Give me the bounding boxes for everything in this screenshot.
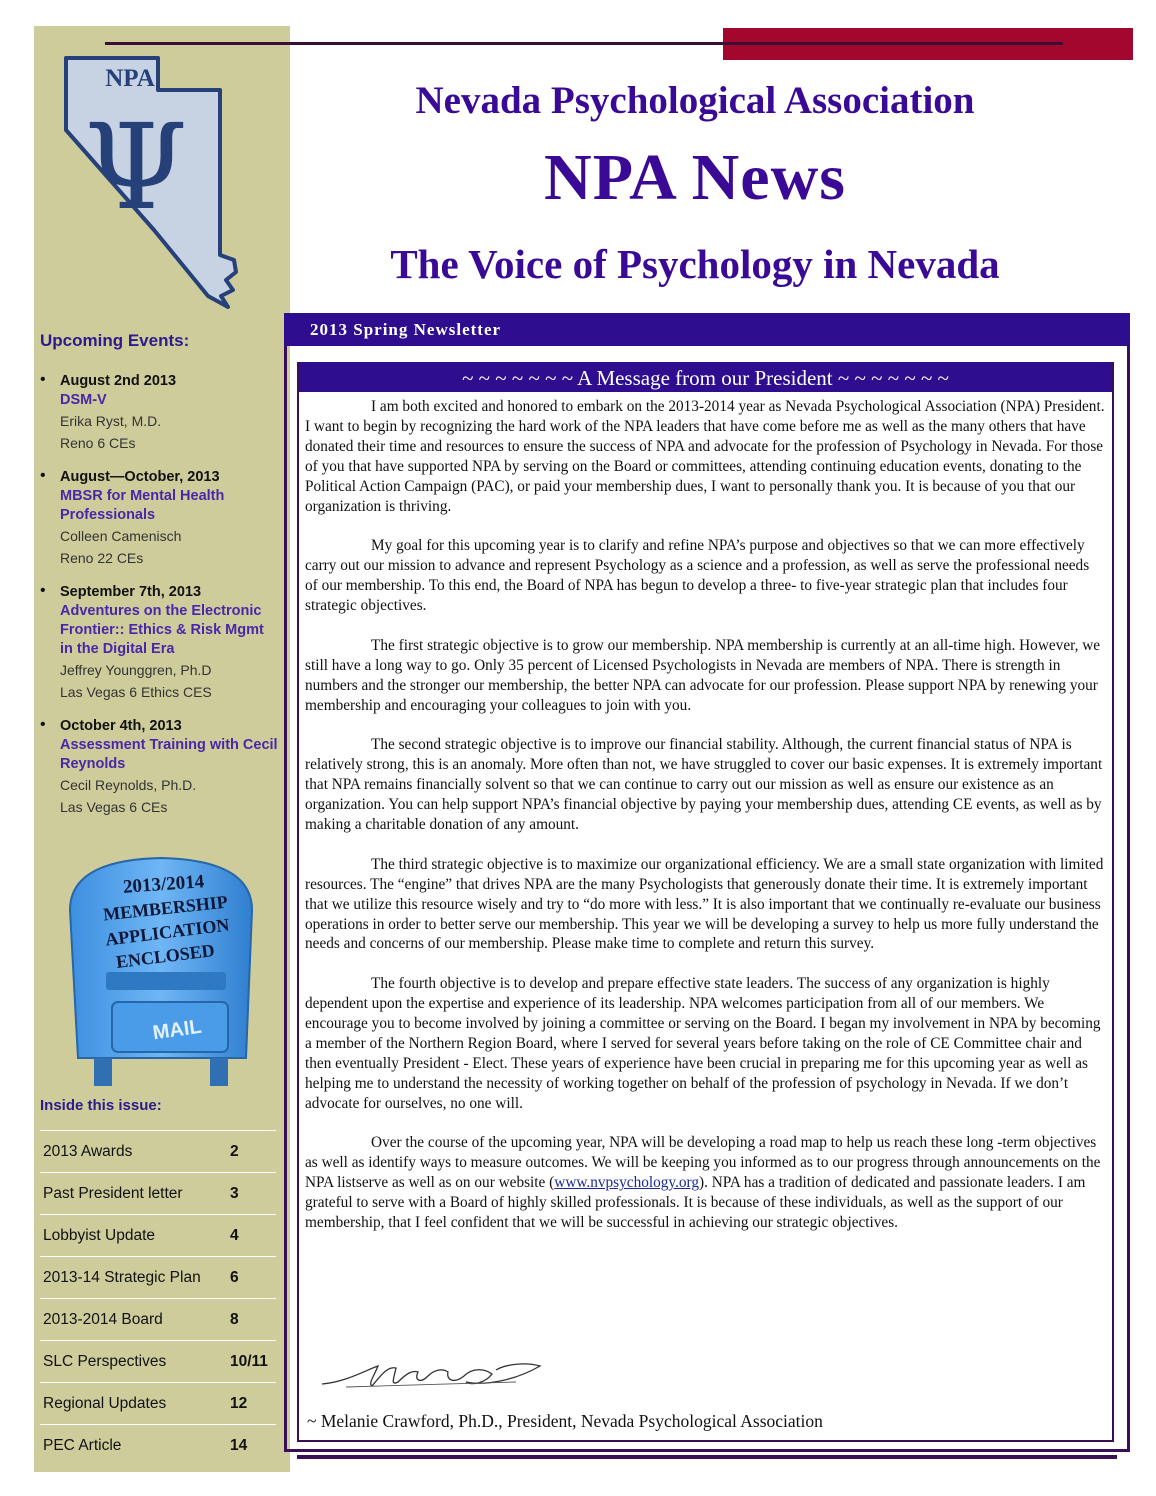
event-date: • August—October, 2013 [60,469,220,485]
inside-issue-heading: Inside this issue: [40,1097,162,1114]
event-presenter: Erika Ryst, M.D. [60,413,162,429]
toc-title: 2013-14 Strategic Plan [43,1268,201,1286]
newsletter-title: NPA News [544,141,846,214]
message-heading: ~ ~ ~ ~ ~ ~ ~ A Message from our President ~ ~ ~ ~ ~ ~ ~ [299,362,1112,392]
toc-page: 6 [230,1268,239,1286]
toc-page: 10/11 [230,1352,268,1370]
toc-page: 3 [230,1184,239,1202]
message-paragraph: Over the course of the upcoming year, NPA will be developing a road map to help us reach these long -term objectives as well as identify ways to measure outcomes. We will be keeping you informed as to our progress through announcements on the NPA listserve as well as on our website (www.nvpsychology.org). NPA has a tradition of dedicated and passionate leaders. I am grateful to serve with a Board of highly skilled professionals. It is because of these individuals, as well as the support of our membership, that I feel confident that we will be successful in achieving our strategic objectives. [305,1134,1101,1232]
toc-row [40,1424,276,1466]
svg-text:2013/2014: 2013/2014 [122,871,205,898]
event-date: • September 7th, 2013 [60,584,202,600]
organization-name: Nevada Psychological Association [415,79,975,122]
toc-page: 8 [230,1310,239,1328]
signature [316,1356,548,1392]
event-presenter: Jeffrey Younggren, Ph.D [60,662,212,678]
message-paragraph: My goal for this upcoming year is to clarify and refine NPA’s purpose and objectives so that we can more effectively carry out our mission to advance and represent Psychology as a science and a profession, as well as serve the professional needs of our membership. To this end, the Board of NPA has begun to develop a three- to five-year strategic plan that includes four strategic objectives. [305,537,1090,615]
toc-row [40,1256,276,1298]
events-list [40,372,280,832]
event-title: MBSR for Mental Health Professionals [60,488,225,523]
svg-text:MAIL: MAIL [151,1015,203,1045]
event-item [40,468,280,569]
toc-row [40,1382,276,1424]
toc-title: Regional Updates [43,1394,167,1412]
message-body [305,397,1105,1233]
toc-title: Lobbyist Update [43,1226,156,1244]
newsletter-tagline: The Voice of Psychology in Nevada [390,241,1000,287]
event-date: • August 2nd 2013 [60,373,177,389]
toc-row [40,1130,276,1172]
toc-row [40,1214,276,1256]
toc-title: PEC Article [43,1436,122,1454]
event-location: Las Vegas 6 Ethics CES [60,684,212,700]
mailbox-icon [66,852,256,1088]
svg-text:APPLICATION: APPLICATION [104,914,231,950]
message-paragraph: The second strategic objective is to improve our financial stability. Although, the current financial status of NPA is relatively strong, this is an anomaly. More often than not, we have struggled to cover our basic expenses. It is extremely important that NPA remains financially solvent so that we can continue to carry out our mission as well as ensure our existence as an organization. You can help support NPA’s financial objective by paying your membership dues, attending CE events, as well as by making a charitable donation of any amount. [305,736,1103,833]
svg-text:MEMBERSHIP: MEMBERSHIP [102,891,229,925]
event-location: Reno 6 CEs [60,435,136,451]
issue-banner: 2013 Spring Newsletter [284,313,1130,346]
signature-line: ~ Melanie Crawford, Ph.D., President, Nevada Psychological Association [307,1411,823,1431]
upcoming-events-heading: Upcoming Events: [40,331,190,350]
table-of-contents [40,1130,276,1466]
event-title: Assessment Training with Cecil Reynolds [60,737,278,772]
message-paragraph: The third strategic objective is to maximize our organizational efficiency. We are a small state organization with limited resources. The “engine” that drives NPA are the many Psychologists that generously donate their time. It is extremely important that we utilize this resource wisely and try to “do more with less.” It is also important that we continually re-evaluate our business operations in order to better serve our membership. This year we will be developing a survey to help us more fully understand the needs and concerns of our membership. Please make time to complete and return this survey. [305,855,1104,953]
message-paragraph: The first strategic objective is to grow our membership. NPA membership is currently at an all-time high. However, we still have a long way to go. Only 35 percent of Licensed Psychologists in Nevada are members of NPA. There is strength in numbers and the stronger our membership, the better NPA can advocate for our profession. Please support NPA by renewing your membership and encouraging your colleagues to join with you. [305,636,1101,714]
event-title: Adventures on the Electronic Frontier:: Ethics & Risk Mgmt in the Digital Era [60,603,264,657]
toc-page: 14 [230,1436,248,1454]
website-link[interactable]: www.nvpsychology.org [554,1174,700,1192]
toc-title: 2013 Awards [43,1142,133,1160]
toc-page: 12 [230,1394,248,1412]
header-rule [105,42,1063,45]
event-item [40,583,280,703]
toc-page: 4 [230,1226,239,1244]
svg-text:ENCLOSED: ENCLOSED [114,940,216,973]
toc-row [40,1172,276,1214]
event-location: Las Vegas 6 CEs [60,799,168,815]
event-presenter: Cecil Reynolds, Ph.D. [60,777,197,793]
npa-logo [58,50,248,312]
event-date: • October 4th, 2013 [60,718,182,734]
psi-symbol: Ψ [84,98,188,236]
toc-row [40,1340,276,1382]
toc-title: 2013-2014 Board [43,1310,163,1328]
message-paragraph: The fourth objective is to develop and prepare effective state leaders. The success of any organization is highly dependent upon the expertise and experience of its leadership. NPA welcomes participation from all of our members. We encourage you to become involved by joining a committee or serving on the Board. I began my involvement in NPA by becoming a member of the Northern Region Board, where I served for several years before taking on the role of CE Committee chair and then eventually President - Elect. These years of experience have been crucial in preparing me for this upcoming year as well as helping me to understand the necessity of working together on behalf of the profession of psychology in Nevada. If we don’t advocate for ourselves, no one will. [305,975,1101,1112]
toc-title: SLC Perspectives [43,1352,167,1370]
svg-text:NPA: NPA [105,65,155,92]
event-item [40,372,280,454]
event-location: Reno 22 CEs [60,550,144,566]
event-title: DSM-V [60,392,107,408]
toc-title: Past President letter [43,1184,183,1202]
message-paragraph: I am both excited and honored to embark on the 2013-2014 year as Nevada Psychological Association (NPA) President. I want to begin by recognizing the hard work of the NPA leaders that have come before me as well as the many others that have donated their time and resources to ensure the success of NPA and advocate for the profession of Psychology in Nevada. For those of you that have supported NPA by serving on the Board or committees, attending continuing education events, donating to the Political Action Campaign (PAC), or paid your membership dues, I want to personally thank you. It is because of you that our organization is thriving. [305,398,1105,515]
toc-page: 2 [230,1142,239,1160]
toc-row [40,1298,276,1340]
event-presenter: Colleen Camenisch [60,528,182,544]
event-item [40,717,280,818]
